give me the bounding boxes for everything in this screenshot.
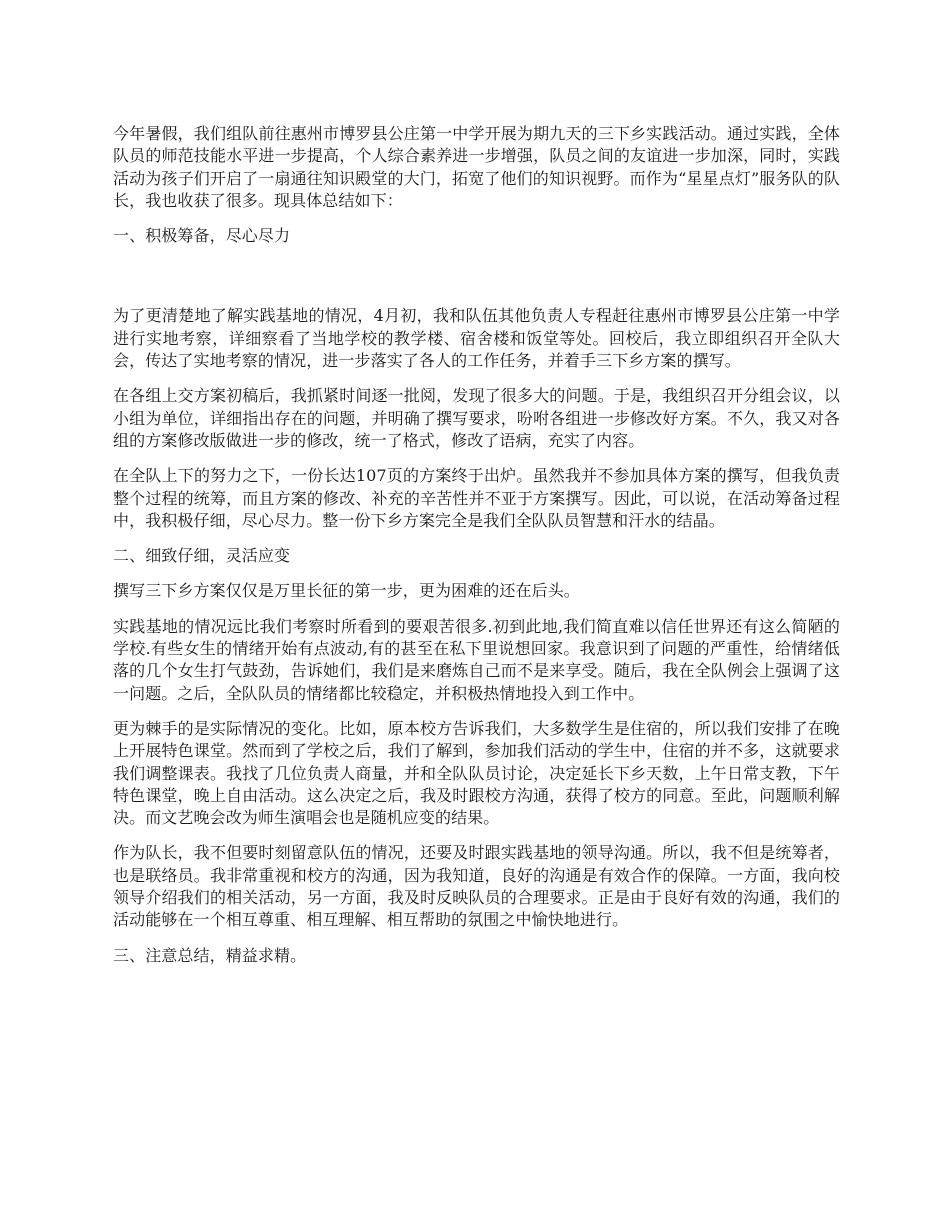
section-heading-3: 三、注意总结，精益求精。 xyxy=(113,945,307,965)
body-paragraph: 为了更清楚地了解实践基地的情况，4月初，我和队伍其他负责人专程赶往惠州市博罗县公庄第一中学进行实地考察，详细察看了当地学校的教学楼、宿舍楼和饭堂等处。回校后，我立即组织召开全队大会，传达了实地考察的情况，进一步落实了各人的工作任务，并着手三下乡方案的撰写。 xyxy=(113,306,840,371)
blank-space xyxy=(113,260,840,305)
body-paragraph: 更为棘手的是实际情况的变化。比如，原本校方告诉我们，大多数学生是住宿的，所以我们安排了在晚上开展特色课堂。然而到了学校之后，我们了解到，参加我们活动的学生中，住宿的并不多，这就要求我们调整课表。我找了几位负责人商量，并和全队队员讨论，决定延长下乡天数，上午日常支教，下午特色课堂，晚上自由活动。这么决定之后，我及时跟校方沟通，获得了校方的同意。至此，问题顺利解决。而文艺晚会改为师生演唱会也是随机应变的结果。 xyxy=(113,718,840,828)
body-paragraph: 实践基地的情况远比我们考察时所看到的要艰苦很多.初到此地,我们简直难以信任世界还有这么简陋的学校.有些女生的情绪开始有点波动,有的甚至在私下里说想回家。我意识到了问题的严重性，给情绪低落的几个女生打气鼓劲，告诉她们，我们是来磨炼自己而不是来享受。随后，我在全队例会上强调了这一问题。之后，全队队员的情绪都比较稳定，并积极热情地投入到工作中。 xyxy=(113,616,840,703)
body-paragraph: 撰写三下乡方案仅仅是万里长征的第一步，更为困难的还在后头。 xyxy=(113,581,580,601)
body-paragraph: 在各组上交方案初稿后，我抓紧时间逐一批阅，发现了很多大的问题。于是，我组织召开分组会议，以小组为单位，详细指出存在的问题，并明确了撰写要求，吩咐各组进一步修改好方案。不久，我又对各组的方案修改版做进一步的修改，统一了格式，修改了语病，充实了内容。 xyxy=(113,386,840,450)
section-heading-2: 二、细致仔细，灵活应变 xyxy=(113,546,291,566)
document-body xyxy=(113,123,840,980)
intro-paragraph: 今年暑假，我们组队前往惠州市博罗县公庄第一中学开展为期九天的三下乡实践活动。通过实践，全体队员的师范技能水平进一步提高，个人综合素养进一步增强，队员之间的友谊进一步加深，同时，实践活动为孩子们开启了一扇通往知识殿堂的大门，拓宽了他们的知识视野。而作为“星星点灯”服务队的队长，我也收获了很多。现具体总结如下： xyxy=(113,124,840,210)
body-paragraph: 在全队上下的努力之下，一份长达107页的方案终于出炉。虽然我并不参加具体方案的撰写，但我负责整个过程的统筹，而且方案的修改、补充的辛苦性并不亚于方案撰写。因此，可以说，在活动筹备过程中，我积极仔细，尽心尽力。整一份下乡方案完全是我们全队队员智慧和汗水的结晶。 xyxy=(113,466,840,530)
body-paragraph: 作为队长，我不但要时刻留意队伍的情况，还要及时跟实践基地的领导沟通。所以，我不但是统筹者，也是联络员。我非常重视和校方的沟通，因为我知道，良好的沟通是有效合作的保障。一方面，我向校领导介绍我们的相关活动，另一方面，我及时反映队员的合理要求。正是由于良好有效的沟通，我们的活动能够在一个相互尊重、相互理解、相互帮助的氛围之中愉快地进行。 xyxy=(113,843,840,930)
section-heading-1: 一、积极筹备，尽心尽力 xyxy=(113,226,291,246)
